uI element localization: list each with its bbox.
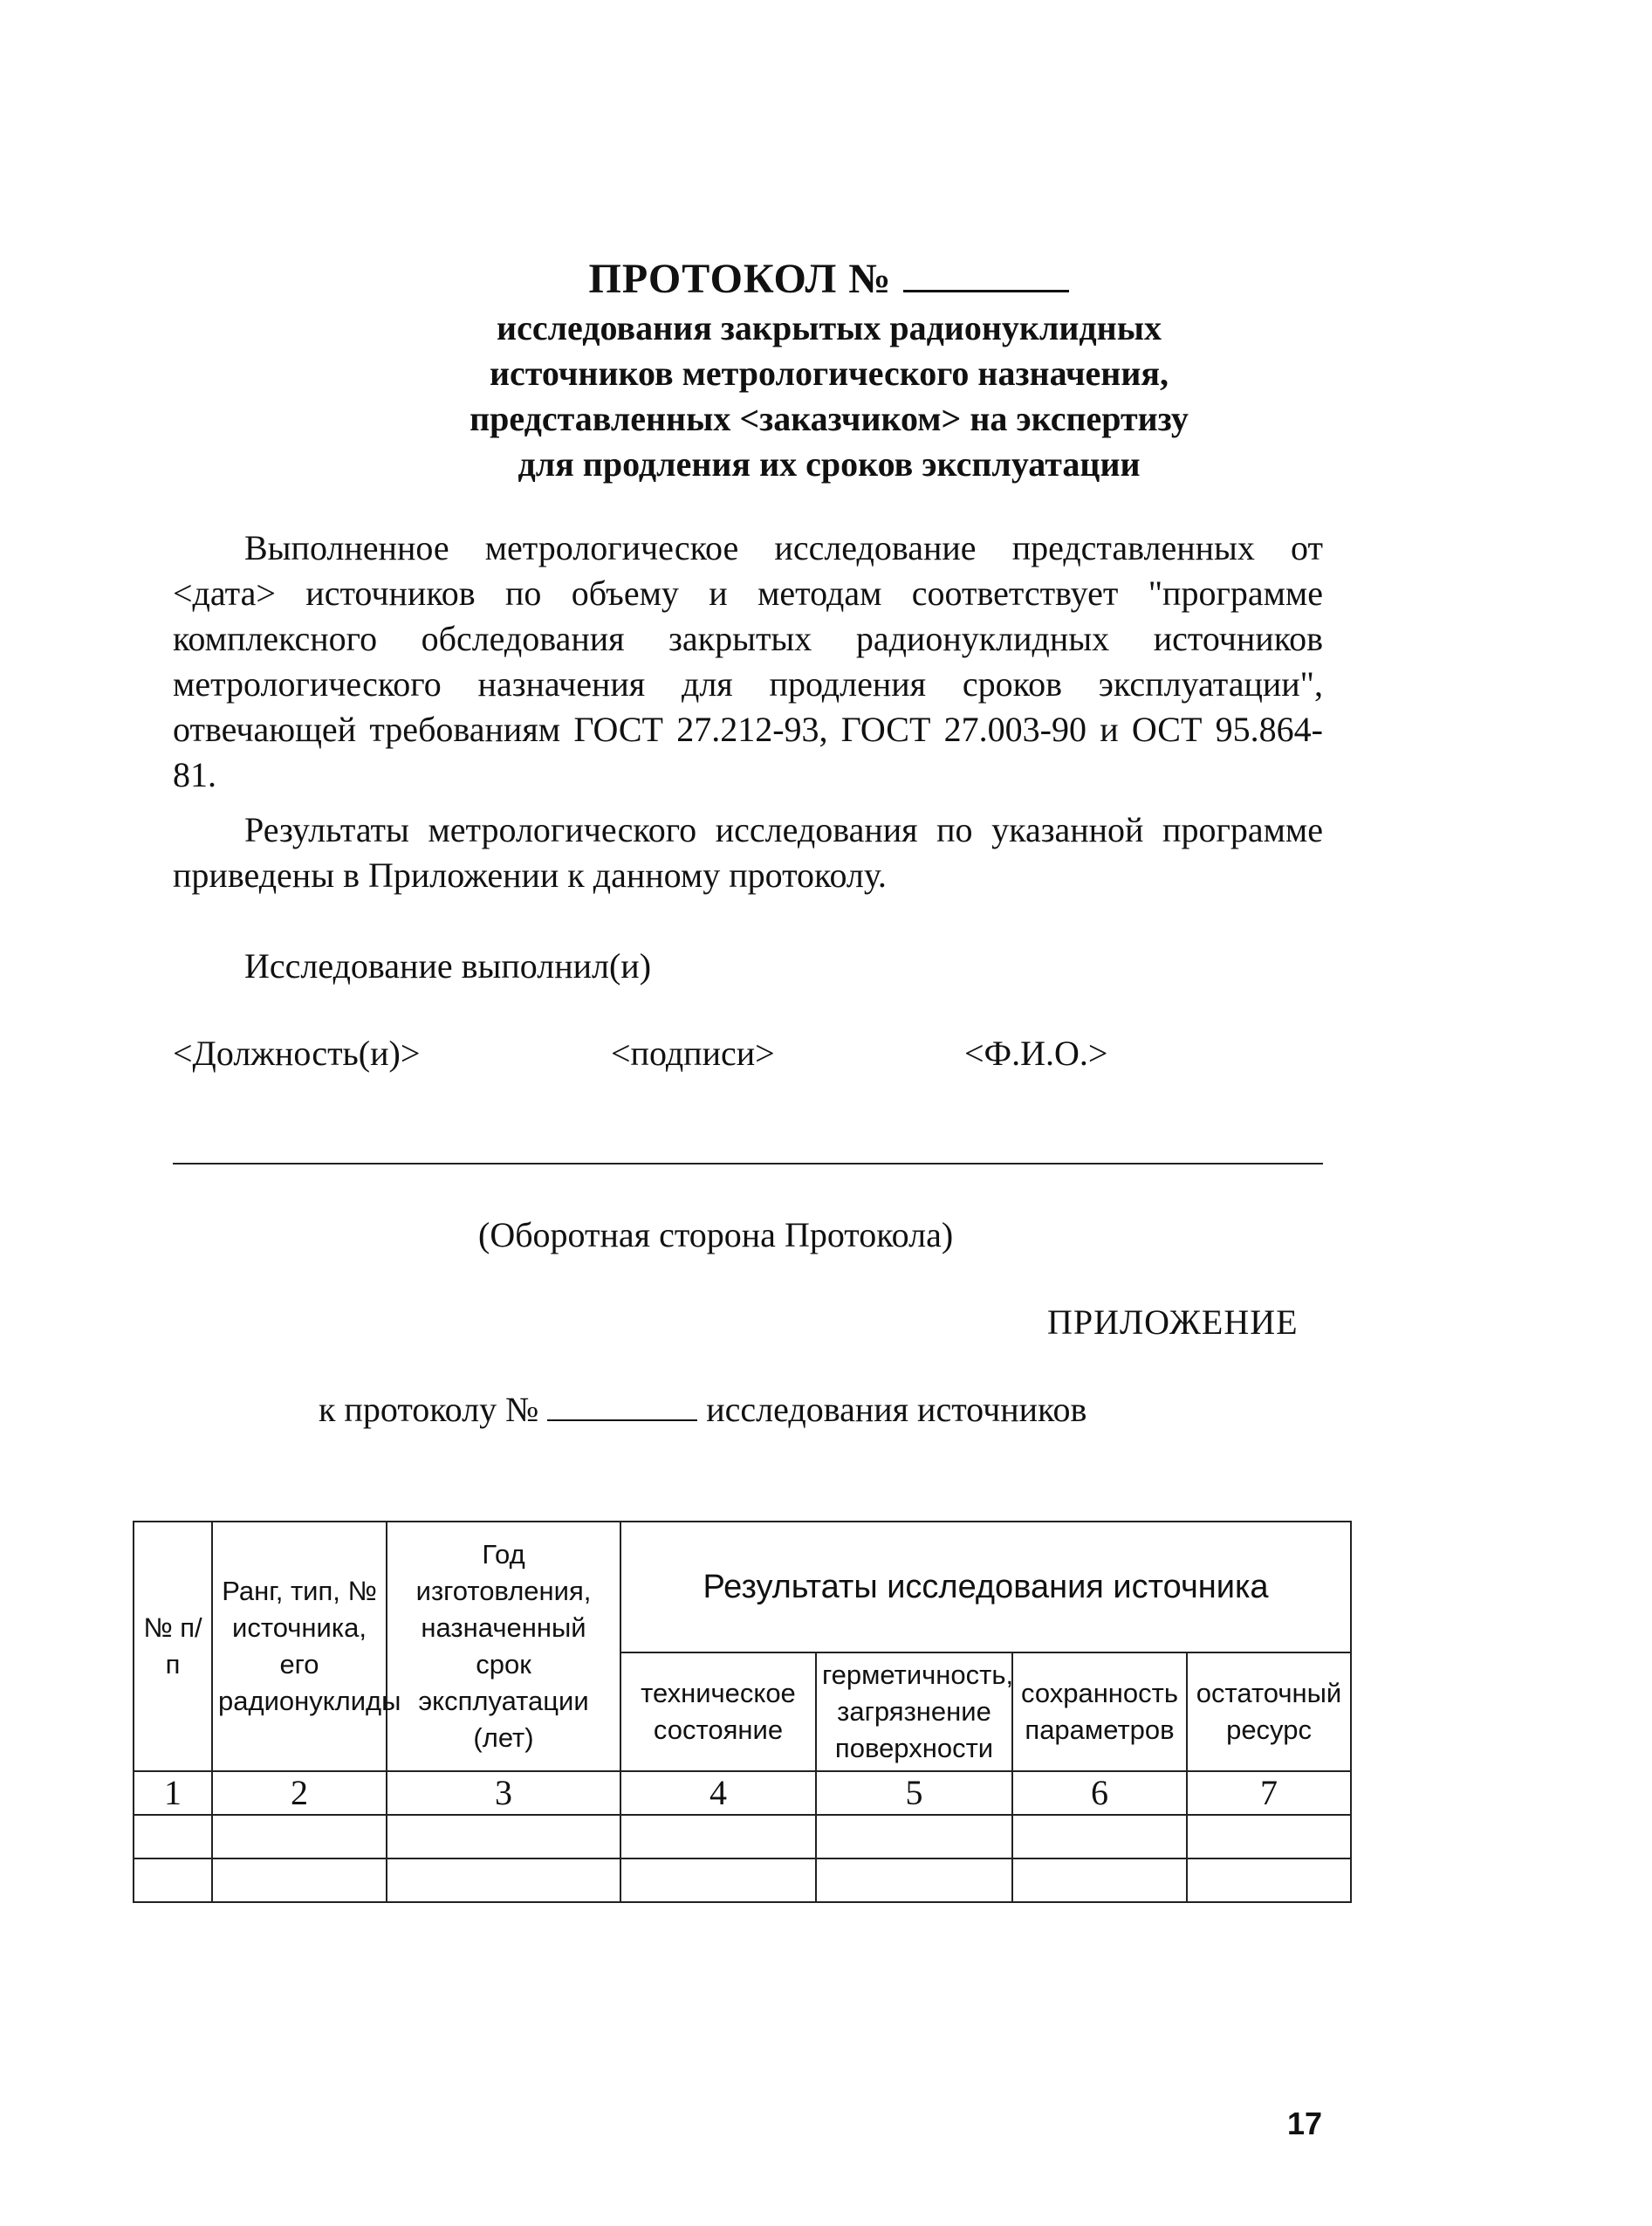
protocol-subtitle-line-1: исследования закрытых радионуклидных [497,308,1162,347]
table-cell [387,1815,620,1858]
signatures-placeholder: <подписи> [611,1034,775,1073]
section-divider [173,1163,1323,1165]
table-cell [134,1815,212,1858]
column-number-cell: 3 [387,1771,620,1815]
body-paragraph-1 [173,526,1323,798]
protocol-subtitle-line-3: представленных <заказчиком> на экспертизу [470,399,1189,438]
results-table-container [133,1521,1350,1903]
header-col-technical-state: техническое состояние [620,1652,816,1771]
column-number-cell: 2 [212,1771,387,1815]
appendix-subtitle-suffix: исследования источников [706,1390,1087,1429]
fio-placeholder: <Ф.И.О.> [964,1034,1108,1073]
protocol-header [262,253,1396,487]
table-cell [1012,1858,1187,1902]
header-col-parameters: сохранность параметров [1012,1652,1187,1771]
column-number-cell: 1 [134,1771,212,1815]
body-paragraph-1-text: Выполненное метрологическое исследование представленных от <дата> источников по объему и методам соответствует "программе комплексного обследования закрытых радионуклидных источников метрологического назначения для продления сроков эксплуатации", отвечающей требованиям ГОСТ 27.212-93, ГОСТ 27.003-90 и ОСТ 95.864-81. [173,528,1323,794]
column-number-cell: 5 [816,1771,1012,1815]
body-paragraph-2 [173,807,1323,898]
header-col-year-term: Год изготовления, назначенный срок эксплуатации (лет) [387,1522,620,1771]
header-col-residual-resource: остаточный ресурс [1187,1652,1351,1771]
appendix-title: ПРИЛОЖЕНИЕ [1047,1302,1299,1342]
reverse-side-label: (Оборотная сторона Протокола) [478,1215,954,1254]
page-number: 17 [1287,2106,1323,2141]
table-cell [620,1858,816,1902]
table-cell [816,1858,1012,1902]
body-paragraph-2-text: Результаты метрологического исследования по указанной программе приведены в Приложении к данному протоколу. [173,810,1323,895]
header-col-hermeticity: герметичность, загрязнение поверхности [816,1652,1012,1771]
table-cell [387,1858,620,1902]
position-placeholder: <Должность(и)> [173,1034,421,1073]
appendix-protocol-number-blank [547,1393,697,1421]
table-cell [620,1815,816,1858]
protocol-subtitle-line-4: для продления их сроков эксплуатации [518,444,1141,484]
results-table [133,1521,1352,1903]
table-column-numbers-row [134,1771,1351,1815]
appendix-subtitle [319,1388,1086,1432]
header-col-number: № п/п [134,1522,212,1771]
appendix-subtitle-prefix: к протоколу № [319,1390,539,1429]
table-cell [134,1858,212,1902]
protocol-subtitle-line-2: источников метрологического назначения, [489,354,1169,393]
table-cell [816,1815,1012,1858]
table-cell [1012,1815,1187,1858]
table-cell [1187,1815,1351,1858]
performed-by-label: Исследование выполнил(и) [244,946,652,986]
table-cell [212,1858,387,1902]
column-number-cell: 6 [1012,1771,1187,1815]
table-header-row-1 [134,1522,1351,1652]
column-number-cell: 4 [620,1771,816,1815]
protocol-title-text: ПРОТОКОЛ № [588,256,892,302]
protocol-number-blank [903,260,1069,292]
table-cell [212,1815,387,1858]
protocol-title [262,253,1396,306]
table-row [134,1815,1351,1858]
header-col-rank-type: Ранг, тип, № источника, его радионуклиды [212,1522,387,1771]
column-number-cell: 7 [1187,1771,1351,1815]
table-row [134,1858,1351,1902]
table-cell [1187,1858,1351,1902]
header-results-group: Результаты исследования источника [620,1522,1351,1652]
